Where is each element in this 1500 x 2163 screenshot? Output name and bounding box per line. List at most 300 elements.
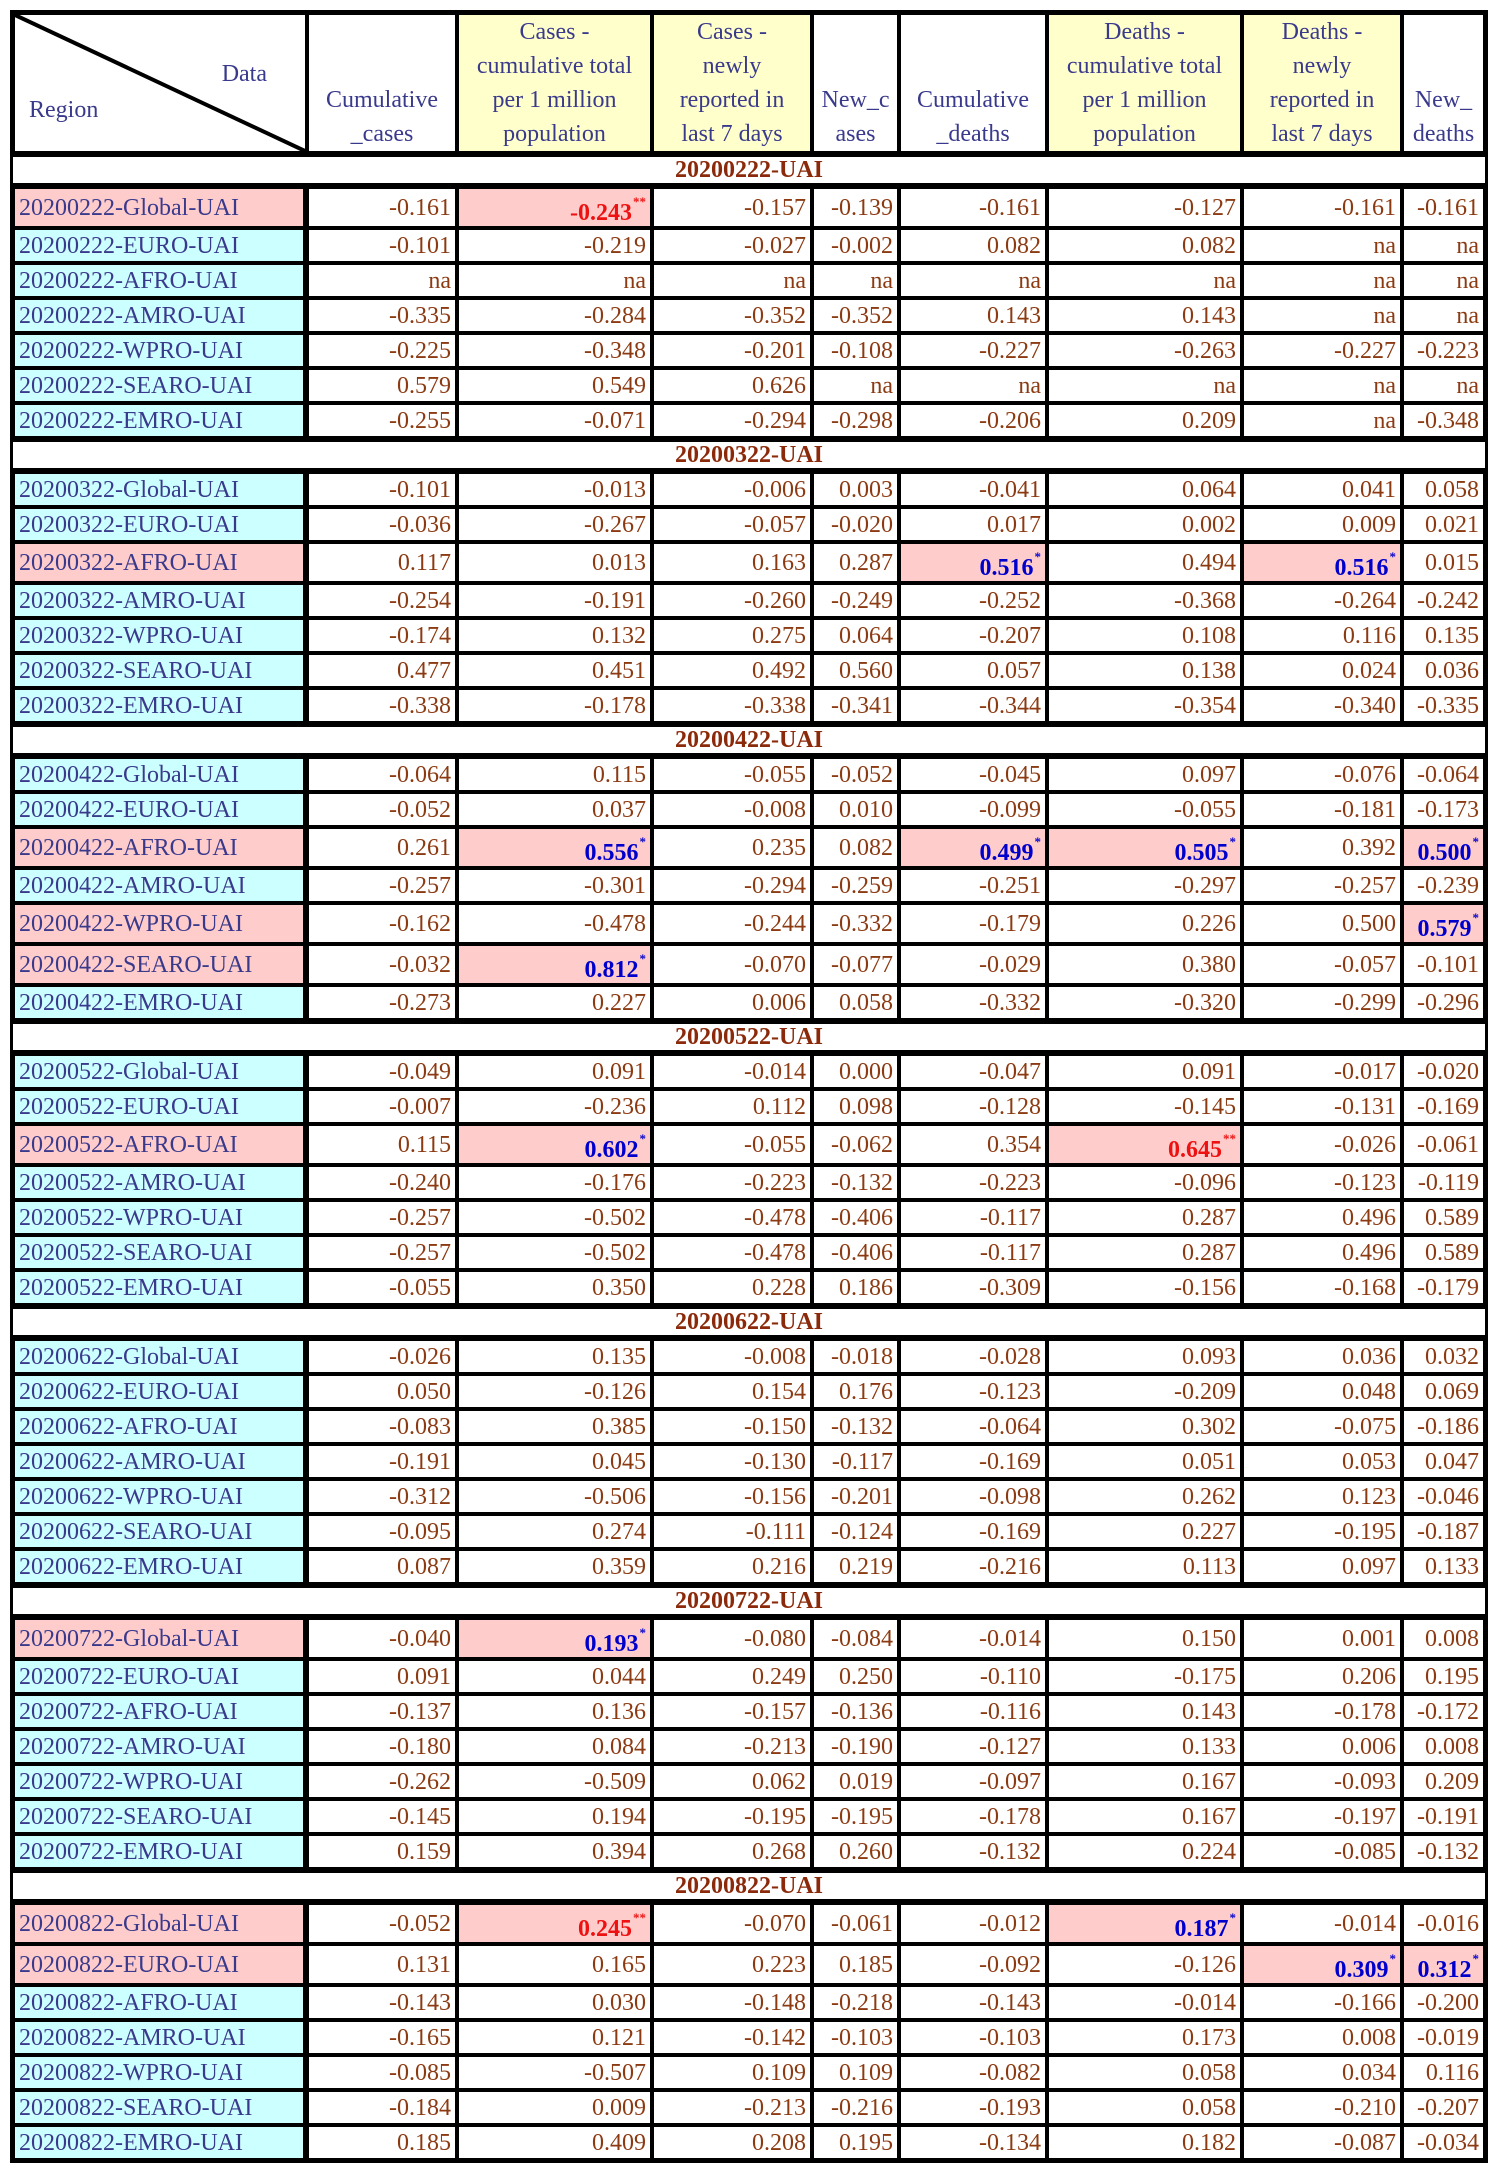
value-cell: -0.077 xyxy=(812,944,899,985)
value-cell: -0.260 xyxy=(652,583,812,618)
value-cell: 0.009 xyxy=(1242,507,1402,542)
value-cell: 0.167 xyxy=(1047,1764,1242,1799)
significance-mark: * xyxy=(1229,834,1236,849)
value-cell: 0.173 xyxy=(1047,2020,1242,2055)
region-label: 20200222-EURO-UAI xyxy=(13,228,307,263)
value-cell: -0.007 xyxy=(307,1089,457,1124)
value-cell: na xyxy=(1402,263,1485,298)
value-cell: -0.262 xyxy=(307,1764,457,1799)
value-cell: -0.117 xyxy=(899,1235,1047,1270)
value-cell: -0.195 xyxy=(1242,1514,1402,1549)
value-cell: -0.236 xyxy=(457,1089,652,1124)
value-cell: 0.015 xyxy=(1402,542,1485,583)
value-cell: 0.021 xyxy=(1402,507,1485,542)
table-row xyxy=(13,1479,1485,1514)
value-cell: -0.335 xyxy=(1402,688,1485,723)
value-cell: -0.148 xyxy=(652,1985,812,2020)
value-cell: -0.225 xyxy=(307,333,457,368)
value-cell: -0.061 xyxy=(1402,1124,1485,1165)
value-cell: -0.055 xyxy=(1047,792,1242,827)
value-cell: -0.052 xyxy=(812,757,899,792)
value-cell: -0.169 xyxy=(1402,1089,1485,1124)
table-row xyxy=(13,472,1485,507)
value-cell: na xyxy=(899,263,1047,298)
value-cell: -0.111 xyxy=(652,1514,812,1549)
table-row xyxy=(13,2125,1485,2160)
value-cell: -0.173 xyxy=(1402,792,1485,827)
value-cell: 0.176 xyxy=(812,1374,899,1409)
value-cell: 0.032 xyxy=(1402,1339,1485,1374)
value-cell: 0.159 xyxy=(307,1834,457,1869)
value-cell: -0.124 xyxy=(812,1514,899,1549)
significance-mark: * xyxy=(1229,1910,1236,1925)
value-cell: 0.116 xyxy=(1402,2055,1485,2090)
value-cell: -0.029 xyxy=(899,944,1047,985)
value-cell: -0.175 xyxy=(1047,1659,1242,1694)
value-cell: 0.165 xyxy=(457,1944,652,1985)
table-row xyxy=(13,507,1485,542)
value-cell: -0.084 xyxy=(812,1618,899,1659)
column-header-line: Cases - xyxy=(519,19,590,45)
significant-value-cell xyxy=(457,827,652,868)
value-cell: -0.055 xyxy=(307,1270,457,1305)
value-cell: -0.020 xyxy=(1402,1054,1485,1089)
value-cell: 0.223 xyxy=(652,1944,812,1985)
cell-value: 0.812 xyxy=(584,957,639,983)
value-cell: 0.091 xyxy=(457,1054,652,1089)
value-cell: -0.017 xyxy=(1242,1054,1402,1089)
corner-label-region: Region xyxy=(29,97,99,123)
region-label: 20200222-AFRO-UAI xyxy=(13,263,307,298)
significance-mark: * xyxy=(1034,549,1041,564)
cell-value: 0.309 xyxy=(1334,1957,1389,1983)
value-cell: 0.359 xyxy=(457,1549,652,1584)
value-cell: 0.208 xyxy=(652,2125,812,2160)
value-cell: -0.165 xyxy=(307,2020,457,2055)
value-cell: -0.257 xyxy=(307,1200,457,1235)
region-label: 20200422-SEARO-UAI xyxy=(13,944,307,985)
value-cell: 0.150 xyxy=(1047,1618,1242,1659)
value-cell: 0.109 xyxy=(652,2055,812,2090)
value-cell: -0.055 xyxy=(652,1124,812,1165)
cell-value: 0.187 xyxy=(1174,1916,1229,1942)
value-cell: -0.095 xyxy=(307,1514,457,1549)
column-header-line: newly xyxy=(702,53,762,79)
value-cell: -0.080 xyxy=(652,1618,812,1659)
region-label: 20200322-AFRO-UAI xyxy=(13,542,307,583)
value-cell: -0.341 xyxy=(812,688,899,723)
value-cell: na xyxy=(1242,368,1402,403)
value-cell: -0.082 xyxy=(899,2055,1047,2090)
value-cell: 0.477 xyxy=(307,653,457,688)
value-cell: -0.181 xyxy=(1242,792,1402,827)
value-cell: na xyxy=(1047,368,1242,403)
value-cell: 0.195 xyxy=(1402,1659,1485,1694)
region-label: 20200722-EURO-UAI xyxy=(13,1659,307,1694)
value-cell: -0.070 xyxy=(652,944,812,985)
value-cell: -0.502 xyxy=(457,1200,652,1235)
value-cell: -0.008 xyxy=(652,1339,812,1374)
value-cell: 0.274 xyxy=(457,1514,652,1549)
column-header-line: Cumulative xyxy=(326,87,438,113)
value-cell: -0.213 xyxy=(652,2090,812,2125)
value-cell: na xyxy=(1242,263,1402,298)
value-cell: -0.201 xyxy=(812,1479,899,1514)
value-cell: -0.478 xyxy=(652,1200,812,1235)
table-row xyxy=(13,2090,1485,2125)
value-cell: -0.127 xyxy=(899,1729,1047,1764)
value-cell: 0.209 xyxy=(1047,403,1242,438)
value-cell: -0.103 xyxy=(812,2020,899,2055)
value-cell: -0.335 xyxy=(307,298,457,333)
value-cell: -0.098 xyxy=(899,1479,1047,1514)
value-cell: -0.016 xyxy=(1402,1903,1485,1944)
value-cell: -0.294 xyxy=(652,403,812,438)
value-cell: -0.201 xyxy=(652,333,812,368)
table-row xyxy=(13,1514,1485,1549)
value-cell: 0.084 xyxy=(457,1729,652,1764)
value-cell: na xyxy=(1402,228,1485,263)
value-cell: -0.507 xyxy=(457,2055,652,2090)
value-cell: -0.216 xyxy=(899,1549,1047,1584)
value-cell: -0.046 xyxy=(1402,1479,1485,1514)
value-cell: -0.299 xyxy=(1242,985,1402,1020)
value-cell: 0.394 xyxy=(457,1834,652,1869)
value-cell: -0.117 xyxy=(812,1444,899,1479)
value-cell: -0.296 xyxy=(1402,985,1485,1020)
value-cell: -0.284 xyxy=(457,298,652,333)
value-cell: -0.249 xyxy=(812,583,899,618)
value-cell: 0.053 xyxy=(1242,1444,1402,1479)
region-label: 20200422-AFRO-UAI xyxy=(13,827,307,868)
value-cell: 0.287 xyxy=(1047,1235,1242,1270)
section-header-row xyxy=(13,153,1485,187)
value-cell: 0.093 xyxy=(1047,1339,1242,1374)
value-cell: 0.385 xyxy=(457,1409,652,1444)
value-cell: -0.057 xyxy=(652,507,812,542)
region-label: 20200322-AMRO-UAI xyxy=(13,583,307,618)
correlation-table-container xyxy=(10,10,1488,2163)
section-title: 20200722-UAI xyxy=(13,1584,1485,1618)
significant-value-cell xyxy=(457,944,652,985)
value-cell: 0.109 xyxy=(812,2055,899,2090)
table-row xyxy=(13,653,1485,688)
column-header xyxy=(1047,13,1242,153)
value-cell: -0.309 xyxy=(899,1270,1047,1305)
value-cell: 0.017 xyxy=(899,507,1047,542)
value-cell: 0.133 xyxy=(1047,1729,1242,1764)
value-cell: na xyxy=(457,263,652,298)
significant-value-cell xyxy=(1402,1944,1485,1985)
value-cell: -0.172 xyxy=(1402,1694,1485,1729)
value-cell: 0.048 xyxy=(1242,1374,1402,1409)
value-cell: -0.352 xyxy=(652,298,812,333)
value-cell: 0.268 xyxy=(652,1834,812,1869)
region-label: 20200422-EMRO-UAI xyxy=(13,985,307,1020)
value-cell: -0.223 xyxy=(1402,333,1485,368)
value-cell: -0.257 xyxy=(307,1235,457,1270)
value-cell: 0.097 xyxy=(1047,757,1242,792)
region-label: 20200522-AFRO-UAI xyxy=(13,1124,307,1165)
value-cell: 0.123 xyxy=(1242,1479,1402,1514)
region-label: 20200322-SEARO-UAI xyxy=(13,653,307,688)
value-cell: -0.087 xyxy=(1242,2125,1402,2160)
table-row xyxy=(13,757,1485,792)
value-cell: 0.451 xyxy=(457,653,652,688)
region-label: 20200622-SEARO-UAI xyxy=(13,1514,307,1549)
value-cell: -0.478 xyxy=(652,1235,812,1270)
value-cell: -0.206 xyxy=(899,403,1047,438)
value-cell: -0.168 xyxy=(1242,1270,1402,1305)
value-cell: -0.034 xyxy=(1402,2125,1485,2160)
region-label: 20200622-EURO-UAI xyxy=(13,1374,307,1409)
value-cell: 0.050 xyxy=(307,1374,457,1409)
value-cell: 0.030 xyxy=(457,1985,652,2020)
value-cell: 0.626 xyxy=(652,368,812,403)
region-label: 20200622-WPRO-UAI xyxy=(13,1479,307,1514)
value-cell: 0.216 xyxy=(652,1549,812,1584)
value-cell: -0.161 xyxy=(899,187,1047,228)
value-cell: -0.193 xyxy=(899,2090,1047,2125)
table-row xyxy=(13,1985,1485,2020)
value-cell: 0.132 xyxy=(457,618,652,653)
value-cell: 0.082 xyxy=(1047,228,1242,263)
column-header xyxy=(899,13,1047,153)
value-cell: 0.057 xyxy=(899,653,1047,688)
table-row xyxy=(13,618,1485,653)
value-cell: -0.210 xyxy=(1242,2090,1402,2125)
value-cell: -0.273 xyxy=(307,985,457,1020)
value-cell: 0.008 xyxy=(1402,1618,1485,1659)
region-label: 20200622-EMRO-UAI xyxy=(13,1549,307,1584)
value-cell: 0.182 xyxy=(1047,2125,1242,2160)
column-header-line: newly xyxy=(1292,53,1352,79)
value-cell: 0.115 xyxy=(307,1124,457,1165)
value-cell: -0.061 xyxy=(812,1903,899,1944)
table-row xyxy=(13,228,1485,263)
value-cell: 0.392 xyxy=(1242,827,1402,868)
region-label: 20200522-SEARO-UAI xyxy=(13,1235,307,1270)
value-cell: 0.154 xyxy=(652,1374,812,1409)
significance-mark: * xyxy=(1389,549,1396,564)
significant-value-cell xyxy=(899,542,1047,583)
value-cell: -0.014 xyxy=(652,1054,812,1089)
value-cell: -0.132 xyxy=(812,1409,899,1444)
value-cell: 0.589 xyxy=(1402,1235,1485,1270)
value-cell: 0.082 xyxy=(812,827,899,868)
cell-value: -0.243 xyxy=(570,200,632,226)
value-cell: -0.263 xyxy=(1047,333,1242,368)
value-cell: -0.014 xyxy=(1242,1903,1402,1944)
section-title: 20200822-UAI xyxy=(13,1869,1485,1903)
value-cell: 0.409 xyxy=(457,2125,652,2160)
region-label: 20200522-EURO-UAI xyxy=(13,1089,307,1124)
table-row xyxy=(13,1903,1485,1944)
value-cell: -0.207 xyxy=(1402,2090,1485,2125)
value-cell: 0.002 xyxy=(1047,507,1242,542)
value-cell: 0.010 xyxy=(812,792,899,827)
value-cell: 0.226 xyxy=(1047,903,1242,944)
significant-value-cell xyxy=(1402,903,1485,944)
value-cell: -0.014 xyxy=(1047,1985,1242,2020)
corner-header-cell xyxy=(13,13,307,153)
value-cell: -0.186 xyxy=(1402,1409,1485,1444)
value-cell: -0.338 xyxy=(652,688,812,723)
value-cell: 0.500 xyxy=(1242,903,1402,944)
column-header-line: _deaths xyxy=(936,121,1010,147)
value-cell: 0.058 xyxy=(812,985,899,1020)
region-label: 20200822-AFRO-UAI xyxy=(13,1985,307,2020)
value-cell: -0.132 xyxy=(899,1834,1047,1869)
significance-mark: ** xyxy=(633,194,646,209)
value-cell: 0.302 xyxy=(1047,1409,1242,1444)
value-cell: -0.156 xyxy=(1047,1270,1242,1305)
value-cell: -0.020 xyxy=(812,507,899,542)
region-label: 20200822-Global-UAI xyxy=(13,1903,307,1944)
value-cell: 0.051 xyxy=(1047,1444,1242,1479)
value-cell: -0.252 xyxy=(899,583,1047,618)
value-cell: -0.092 xyxy=(899,1944,1047,1985)
value-cell: 0.209 xyxy=(1402,1764,1485,1799)
value-cell: -0.169 xyxy=(899,1514,1047,1549)
value-cell: 0.044 xyxy=(457,1659,652,1694)
region-label: 20200822-SEARO-UAI xyxy=(13,2090,307,2125)
value-cell: na xyxy=(1242,228,1402,263)
value-cell: -0.213 xyxy=(652,1729,812,1764)
value-cell: -0.014 xyxy=(899,1618,1047,1659)
value-cell: 0.013 xyxy=(457,542,652,583)
significance-mark: * xyxy=(639,1625,646,1640)
value-cell: -0.070 xyxy=(652,1903,812,1944)
value-cell: -0.244 xyxy=(652,903,812,944)
value-cell: -0.251 xyxy=(899,868,1047,903)
region-label: 20200522-EMRO-UAI xyxy=(13,1270,307,1305)
value-cell: -0.150 xyxy=(652,1409,812,1444)
value-cell: 0.024 xyxy=(1242,653,1402,688)
value-cell: -0.108 xyxy=(812,333,899,368)
column-header xyxy=(307,13,457,153)
value-cell: 0.133 xyxy=(1402,1549,1485,1584)
value-cell: -0.178 xyxy=(457,688,652,723)
column-header xyxy=(457,13,652,153)
value-cell: 0.143 xyxy=(1047,1694,1242,1729)
value-cell: -0.045 xyxy=(899,757,1047,792)
value-cell: 0.354 xyxy=(899,1124,1047,1165)
region-label: 20200322-EURO-UAI xyxy=(13,507,307,542)
cell-value: 0.516 xyxy=(979,555,1034,581)
value-cell: -0.197 xyxy=(1242,1799,1402,1834)
significant-value-cell xyxy=(457,1124,652,1165)
table-row xyxy=(13,1200,1485,1235)
region-label: 20200722-Global-UAI xyxy=(13,1618,307,1659)
value-cell: -0.096 xyxy=(1047,1165,1242,1200)
value-cell: 0.250 xyxy=(812,1659,899,1694)
value-cell: -0.013 xyxy=(457,472,652,507)
value-cell: -0.093 xyxy=(1242,1764,1402,1799)
table-row xyxy=(13,944,1485,985)
region-label: 20200722-SEARO-UAI xyxy=(13,1799,307,1834)
value-cell: 0.121 xyxy=(457,2020,652,2055)
value-cell: -0.099 xyxy=(899,792,1047,827)
region-label: 20200322-EMRO-UAI xyxy=(13,688,307,723)
region-label: 20200322-WPRO-UAI xyxy=(13,618,307,653)
value-cell: 0.185 xyxy=(307,2125,457,2160)
value-cell: -0.101 xyxy=(307,472,457,507)
value-cell: 0.091 xyxy=(307,1659,457,1694)
value-cell: -0.195 xyxy=(812,1799,899,1834)
value-cell: -0.478 xyxy=(457,903,652,944)
value-cell: -0.223 xyxy=(899,1165,1047,1200)
table-row xyxy=(13,542,1485,583)
value-cell: -0.195 xyxy=(652,1799,812,1834)
value-cell: 0.185 xyxy=(812,1944,899,1985)
significance-mark: * xyxy=(1472,834,1479,849)
value-cell: -0.179 xyxy=(899,903,1047,944)
region-label: 20200422-EURO-UAI xyxy=(13,792,307,827)
region-label: 20200222-Global-UAI xyxy=(13,187,307,228)
value-cell: -0.128 xyxy=(899,1089,1047,1124)
table-row xyxy=(13,688,1485,723)
value-cell: 0.227 xyxy=(457,985,652,1020)
value-cell: -0.027 xyxy=(652,228,812,263)
value-cell: -0.142 xyxy=(652,2020,812,2055)
value-cell: 0.009 xyxy=(457,2090,652,2125)
column-header-line: New_ xyxy=(1414,87,1473,113)
table-row xyxy=(13,2055,1485,2090)
value-cell: na xyxy=(307,263,457,298)
significance-mark: ** xyxy=(633,1910,646,1925)
region-label: 20200222-WPRO-UAI xyxy=(13,333,307,368)
table-row xyxy=(13,792,1485,827)
value-cell: 0.116 xyxy=(1242,618,1402,653)
column-header xyxy=(652,13,812,153)
value-cell: -0.191 xyxy=(1402,1799,1485,1834)
header-row xyxy=(13,13,1485,153)
value-cell: -0.157 xyxy=(652,1694,812,1729)
section-title: 20200522-UAI xyxy=(13,1020,1485,1054)
value-cell: -0.301 xyxy=(457,868,652,903)
region-label: 20200622-Global-UAI xyxy=(13,1339,307,1374)
value-cell: na xyxy=(812,368,899,403)
table-row xyxy=(13,1694,1485,1729)
region-label: 20200222-AMRO-UAI xyxy=(13,298,307,333)
value-cell: -0.180 xyxy=(307,1729,457,1764)
value-cell: -0.257 xyxy=(307,868,457,903)
value-cell: 0.117 xyxy=(307,542,457,583)
column-header-line: cumulative total xyxy=(476,53,633,79)
column-header-line: Deaths - xyxy=(1104,19,1185,45)
value-cell: -0.145 xyxy=(307,1799,457,1834)
cell-value: 0.500 xyxy=(1417,840,1472,866)
value-cell: -0.018 xyxy=(812,1339,899,1374)
table-row xyxy=(13,1944,1485,1985)
value-cell: -0.137 xyxy=(307,1694,457,1729)
value-cell: 0.287 xyxy=(812,542,899,583)
value-cell: -0.254 xyxy=(307,583,457,618)
value-cell: na xyxy=(1047,263,1242,298)
value-cell: -0.207 xyxy=(899,618,1047,653)
value-cell: -0.219 xyxy=(457,228,652,263)
value-cell: 0.034 xyxy=(1242,2055,1402,2090)
value-cell: -0.032 xyxy=(307,944,457,985)
value-cell: -0.026 xyxy=(307,1339,457,1374)
cell-value: 0.312 xyxy=(1417,1957,1472,1983)
value-cell: 0.287 xyxy=(1047,1200,1242,1235)
region-label: 20200822-AMRO-UAI xyxy=(13,2020,307,2055)
table-row xyxy=(13,1764,1485,1799)
region-label: 20200422-WPRO-UAI xyxy=(13,903,307,944)
value-cell: 0.136 xyxy=(457,1694,652,1729)
